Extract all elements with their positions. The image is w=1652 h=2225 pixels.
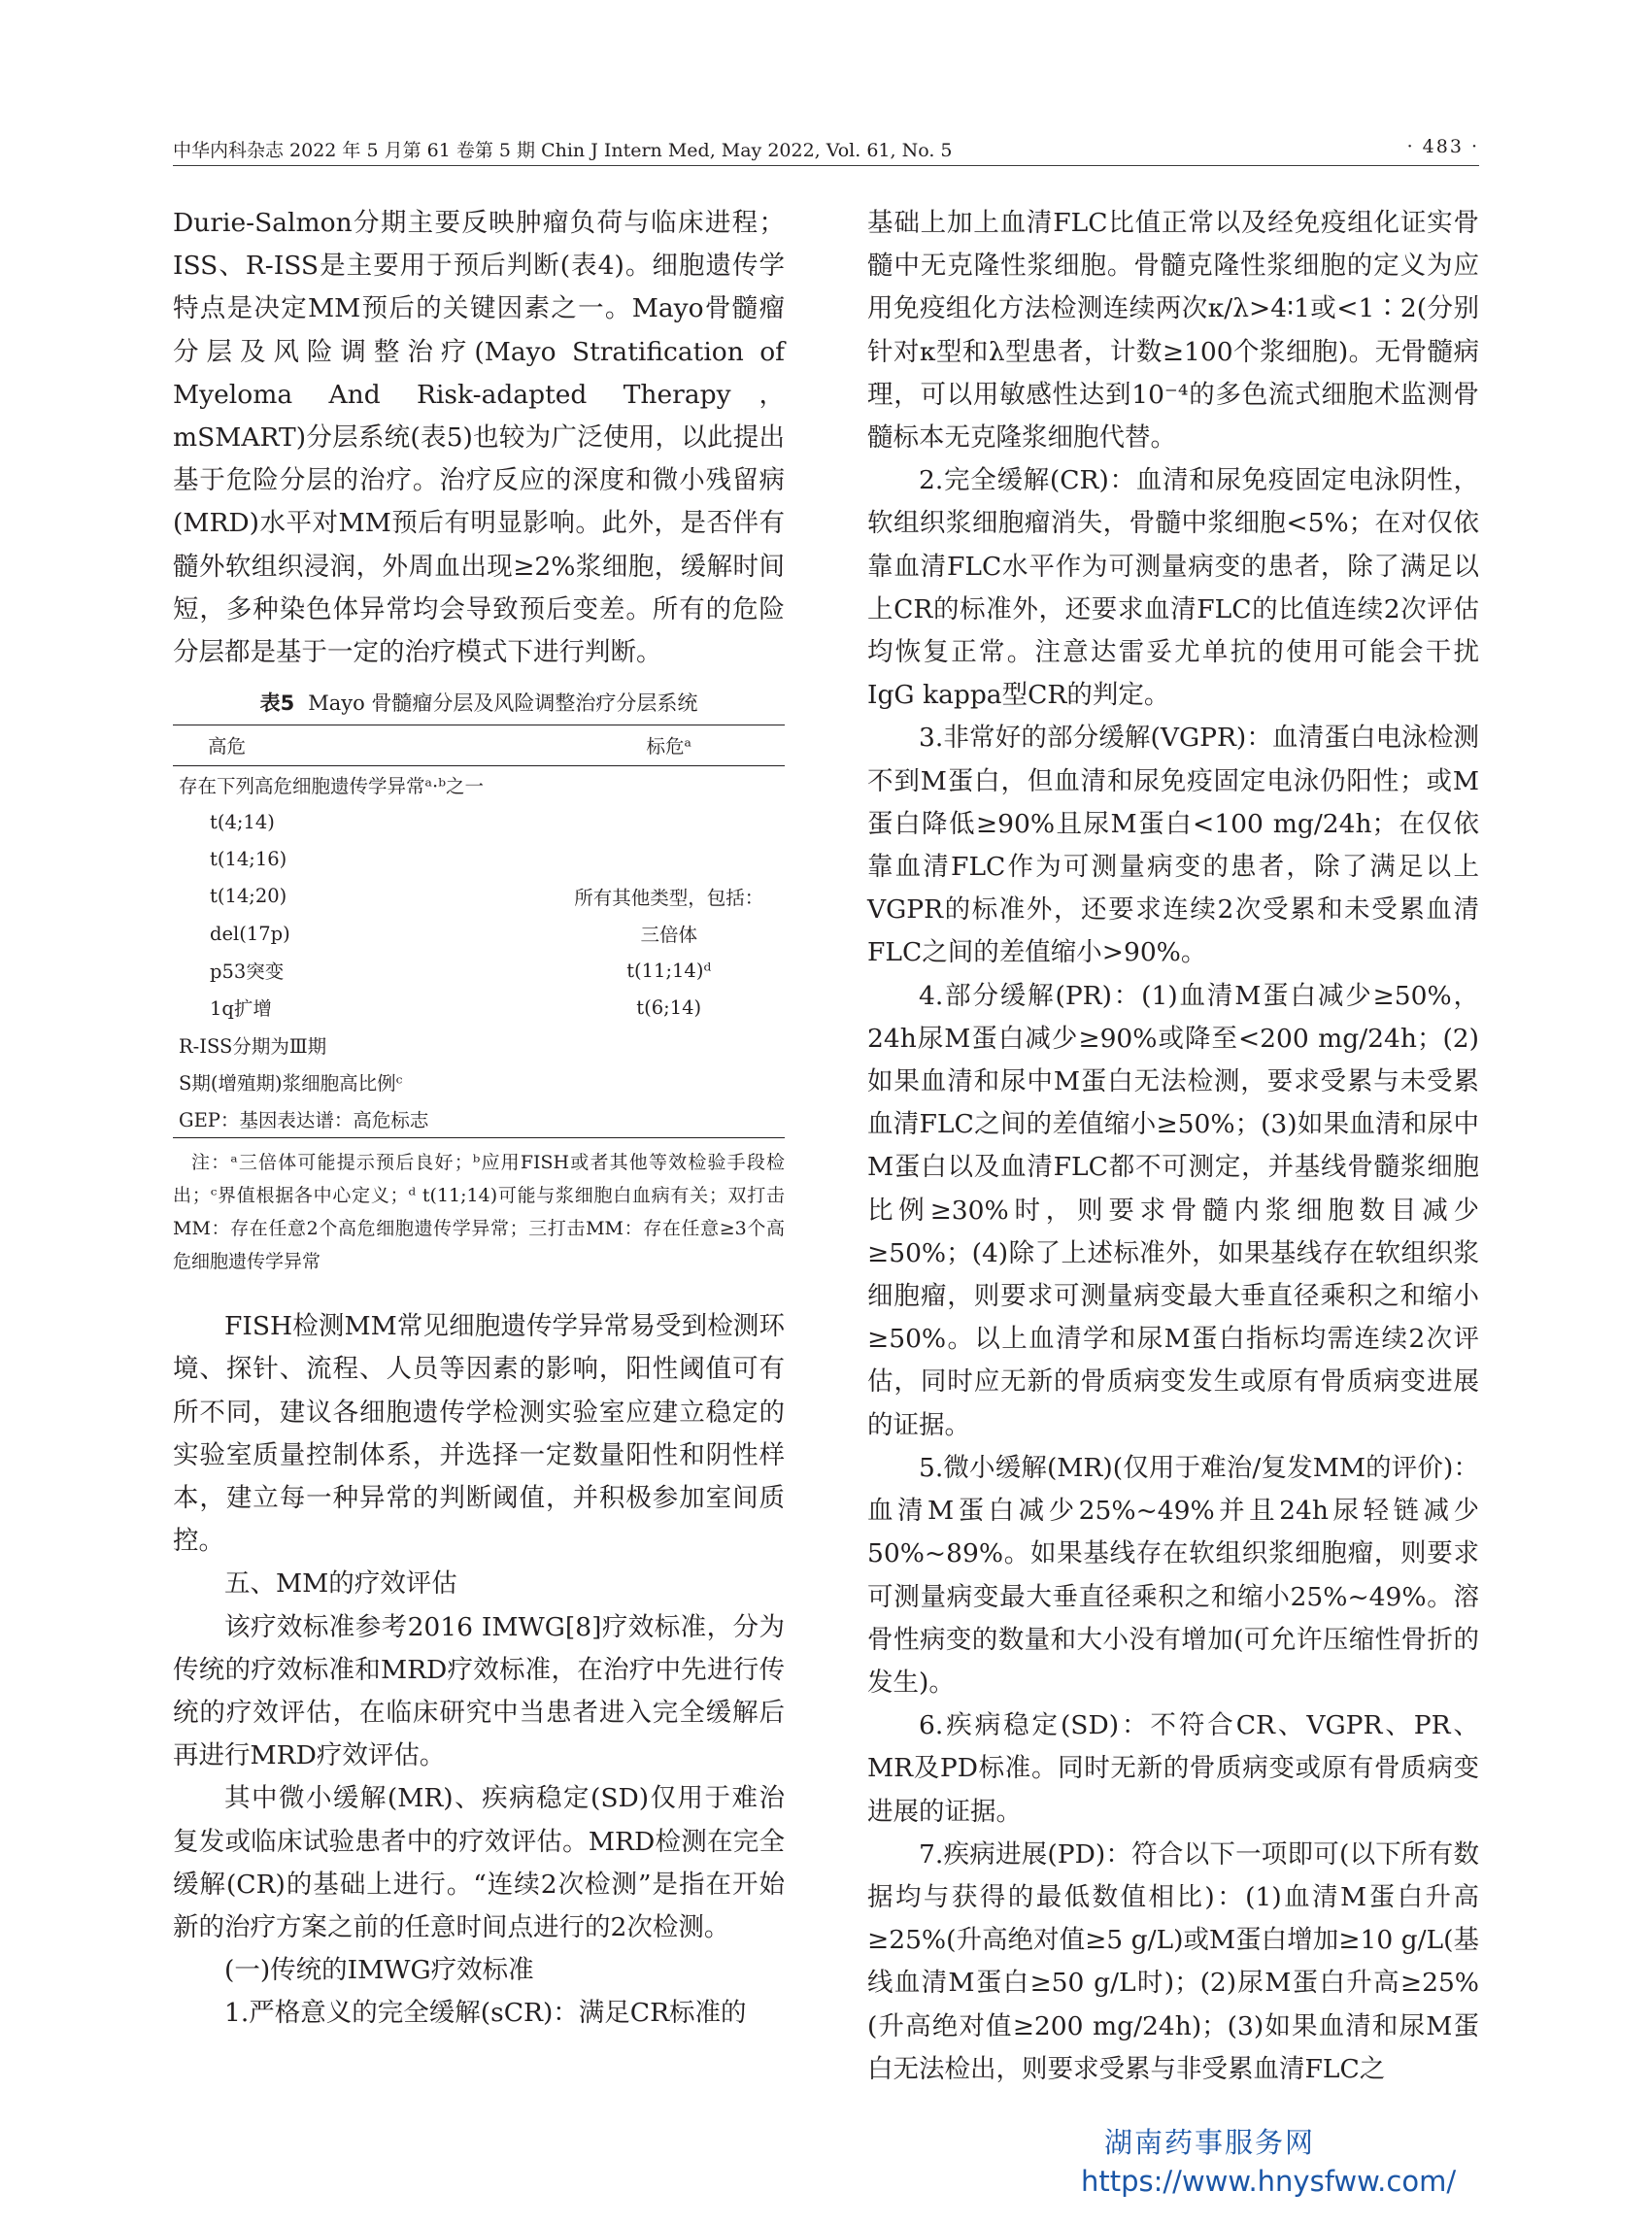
table-row: [173, 766, 785, 804]
table-row: [173, 1027, 785, 1063]
paragraph-staging: Durie-Salmon分期主要反映肿瘤负荷与临床进程；ISS、R-ISS是主要用于预后判断(表4)。细胞遗传学特点是决定MM预后的关键因素之一。Mayo骨髓瘤分层及风险调整治疗(Mayo Stratification of Myeloma And Risk-adapted Therapy，mSMART)分层系统(表5)也较为广泛使用，以此提出基于危险分层的治疗。治疗反应的深度和微小残留病(MRD)水平对MM预后有明显影响。此外，是否伴有髓外软组织浸润，外周血出现≥2%浆细胞，缓解时间短，多种染色体异常均会导致预后变差。所有的危险分层都是基于一定的治疗模式下进行判断。: [173, 208, 785, 668]
cell-high-risk: GEP：基因表达谱：高危标志: [173, 1100, 553, 1138]
watermark: [1081, 2123, 1508, 2201]
paragraph-pd: 7.疾病进展(PD)：符合以下一项即可(以下所有数据均与获得的最低数值相比)：(1)血清M蛋白升高≥25%(升高绝对值≥5 g/L)或M蛋白增加≥10 g/L(基线血清M蛋白≥50 g/L时)；(2)尿M蛋白升高≥25%(升高绝对值≥200 mg/24h)；(3)如果血清和尿M蛋白无法检出，则要求受累与非受累血清FLC之: [867, 1838, 1479, 2084]
table-caption: [173, 688, 785, 717]
cell-standard-risk: [553, 1027, 785, 1063]
cell-standard-risk: [553, 1100, 785, 1138]
cell-standard-risk: t(6;14): [636, 995, 702, 1019]
journal-citation: 中华内科杂志 2022 年 5 月第 61 卷第 5 期 Chin J Intern Med, May 2022, Vol. 61, No. 5: [173, 140, 953, 161]
left-column: [173, 202, 785, 2036]
cell-standard-risk: 三倍体: [640, 924, 697, 947]
table-row: [173, 1100, 785, 1138]
cell-standard-risk: t(11;14)ᵈ: [626, 959, 712, 982]
subsection-heading-imwg: (一)传统的IMWG疗效标准: [224, 1955, 534, 1986]
cell-standard-risk: [553, 841, 785, 878]
paragraph-mr: 5.微小缓解(MR)(仅用于难治/复发MM的评价)：血清M蛋白减少25%~49%并且24h尿轻链减少50%~89%。如果基线存在软组织浆细胞瘤，则要求可测量病变最大垂直径乘积之和缩小25%~49%。溶骨性病变的数量和大小没有增加(可允许压缩性骨折的发生)。: [867, 1452, 1479, 1698]
cell-high-risk: 存在下列高危细胞遗传学异常ᵃ·ᵇ之一: [179, 775, 485, 798]
cell-high-risk: 1q扩增: [210, 997, 272, 1021]
table-title: Mayo 骨髓瘤分层及风险调整治疗分层系统: [308, 691, 698, 716]
watermark-url[interactable]: https://www.hnysfww.com/: [1081, 2165, 1457, 2198]
cell-high-risk: p53突变: [210, 961, 285, 984]
paragraph-fish: FISH检测MM常见细胞遗传学异常易受到检测环境、探针、流程、人员等因素的影响，阳性阈值可有所不同，建议各细胞遗传学检测实验室应建立稳定的实验室质量控制体系，并选择一定数量阳性和阴性样本，建立每一种异常的判断阈值，并积极参加室间质控。: [173, 1311, 785, 1557]
paragraph-sd: 6.疾病稳定(SD)：不符合CR、VGPR、PR、MR及PD标准。同时无新的骨质病变或原有骨质病变进展的证据。: [867, 1710, 1479, 1827]
paragraph-pr: 4.部分缓解(PR)：(1)血清M蛋白减少≥50%，24h尿M蛋白减少≥90%或降至<200 mg/24h；(2)如果血清和尿中M蛋白无法检测，要求受累与未受累血清FLC之间的差值缩小≥50%；(3)如果血清和尿中M蛋白以及血清FLC都不可测定，并基线骨髓浆细胞比例≥30%时，则要求骨髓内浆细胞数目减少≥50%；(4)除了上述标准外，如果基线存在软组织浆细胞瘤，则要求可测量病变最大垂直径乘积之和缩小≥50%。以上血清学和尿M蛋白指标均需连续2次评估，同时应无新的骨质病变发生或原有骨质病变进展的证据。: [867, 980, 1479, 1440]
cell-high-risk: R-ISS分期为Ⅲ期: [179, 1034, 327, 1058]
cell-high-risk: del(17p): [210, 922, 290, 945]
watermark-site-name: 湖南药事服务网: [1104, 2126, 1316, 2159]
table-label: 表5: [259, 691, 295, 716]
page-number: · 483 ·: [1406, 136, 1479, 157]
cell-standard-risk: [553, 803, 785, 840]
paragraph-scr: 1.严格意义的完全缓解(sCR)：满足CR标准的: [224, 1998, 747, 2029]
table-header-row: [173, 725, 785, 766]
cell-high-risk: S期(增殖期)浆细胞高比例ᶜ: [179, 1071, 403, 1095]
table-row: [173, 952, 785, 989]
paragraph-mr-sd: 其中微小缓解(MR)、疾病稳定(SD)仅用于难治复发或临床试验患者中的疗效评估。MRD检测在完全缓解(CR)的基础上进行。“连续2次检测”是指在开始新的治疗方案之前的任意时间点进行的2次检测。: [173, 1783, 785, 1942]
cell-high-risk: t(4;14): [210, 811, 275, 834]
section-heading-efficacy: 五、MM的疗效评估: [224, 1568, 457, 1600]
table-row: [173, 803, 785, 840]
table-footnote: 注：ᵃ三倍体可能提示预后良好；ᵇ应用FISH或者其他等效检验手段检出；ᶜ界值根据各中心定义；ᵈ t(11;14)可能与浆细胞白血病有关；双打击MM：存在任意2个高危细胞遗传学异常；三打击MM：存在任意≥3个高危细胞遗传学异常: [173, 1152, 785, 1273]
table-row: [173, 841, 785, 878]
paragraph-scr-continued: 基础上加上血清FLC比值正常以及经免疫组化证实骨髓中无克隆性浆细胞。骨髓克隆性浆细胞的定义为应用免疫组化方法检测连续两次κ/λ>4∶1或<1∶2(分别针对κ型和λ型患者，计数≥100个浆细胞)。无骨髓病理，可以用敏感性达到10⁻⁴的多色流式细胞术监测骨髓标本无克隆浆细胞代替。: [867, 208, 1479, 454]
table-row: [173, 1063, 785, 1100]
msmart-table: [173, 725, 785, 1138]
cell-standard-risk: [553, 1063, 785, 1100]
cell-standard-risk: [553, 766, 785, 804]
cell-high-risk: t(14;20): [210, 885, 287, 908]
table-row: [173, 878, 785, 915]
running-header: [173, 132, 1479, 166]
table-row: [173, 989, 785, 1026]
paragraph-vgpr: 3.非常好的部分缓解(VGPR)：血清蛋白电泳检测不到M蛋白，但血清和尿免疫固定电泳仍阳性；或M蛋白降低≥90%且尿M蛋白<100 mg/24h；在仅依靠血清FLC作为可测量病变的患者，除了满足以上VGPR的标准外，还要求连续2次受累和未受累血清FLC之间的差值缩小>90%。: [867, 723, 1479, 968]
cell-standard-risk: 所有其他类型，包括：: [574, 886, 764, 909]
column-header-standard-risk: 标危ᵃ: [553, 725, 785, 766]
paragraph-imwg-reference: 该疗效标准参考2016 IMWG[8]疗效标准，分为传统的疗效标准和MRD疗效标准，在治疗中先进行传统的疗效评估，在临床研究中当患者进入完全缓解后再进行MRD疗效评估。: [173, 1611, 785, 1771]
paragraph-cr: 2.完全缓解(CR)：血清和尿免疫固定电泳阴性，软组织浆细胞瘤消失，骨髓中浆细胞<5%；在对仅依靠血清FLC水平作为可测量病变的患者，除了满足以上CR的标准外，还要求血清FLC的比值连续2次评估均恢复正常。注意达雷妥尤单抗的使用可能会干扰IgG kappa型CR的判定。: [867, 465, 1479, 711]
right-column: [867, 202, 1479, 2091]
cell-high-risk: t(14;16): [210, 848, 287, 871]
table-row: [173, 915, 785, 952]
column-header-high-risk: 高危: [173, 725, 553, 766]
